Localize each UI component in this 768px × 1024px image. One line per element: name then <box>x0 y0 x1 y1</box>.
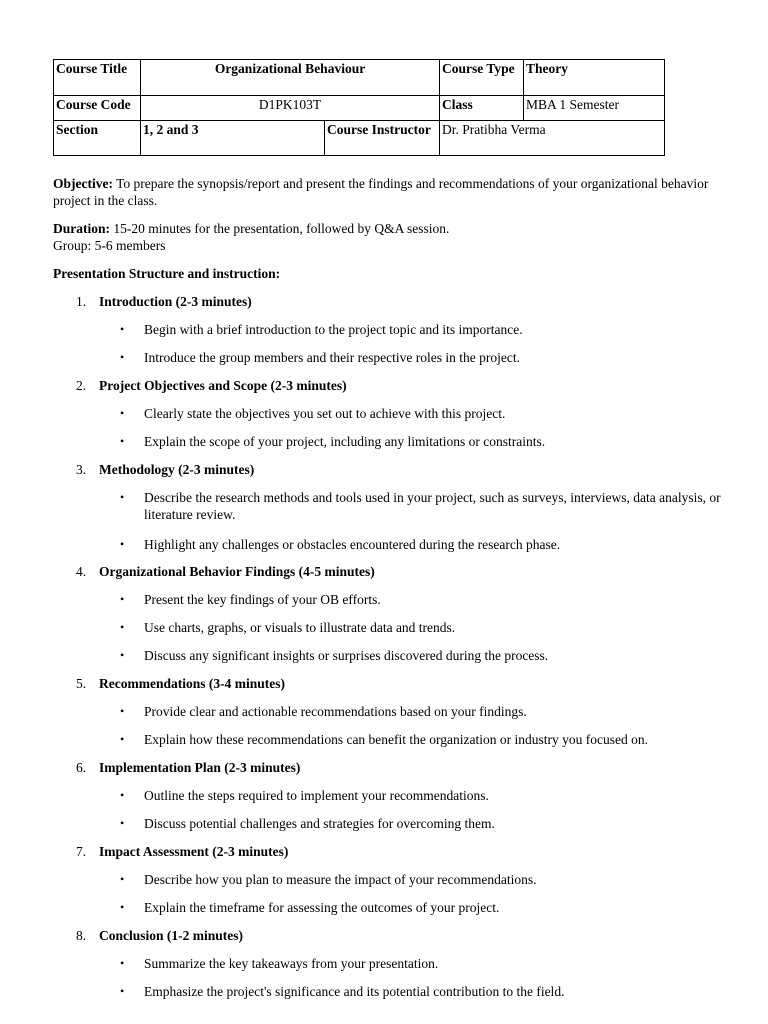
course-type-value: Theory <box>524 60 665 96</box>
bullet-item <box>120 321 745 338</box>
duration-text: 15-20 minutes for the presentation, followed by Q&A session. <box>110 221 450 236</box>
section-heading <box>76 293 736 310</box>
bullet-icon: • <box>120 620 125 634</box>
duration-label: Duration: <box>53 221 110 236</box>
course-title-value: Organizational Behaviour <box>141 60 440 96</box>
bullet-icon: • <box>120 900 125 914</box>
objective-text: To prepare the synopsis/report and present the findings and recommendations of your organizational behavior project in the class. <box>53 176 709 208</box>
section-heading <box>76 759 736 776</box>
section-title: Introduction (2-3 minutes) <box>99 294 252 309</box>
bullet-icon: • <box>120 406 125 420</box>
bullet-icon: • <box>120 704 125 718</box>
bullet-text: Discuss any significant insights or surprises discovered during the process. <box>144 648 549 663</box>
class-label: Class <box>440 96 524 121</box>
bullet-item <box>120 591 745 608</box>
section-heading <box>76 563 736 580</box>
bullet-icon: • <box>120 956 125 970</box>
bullet-item <box>120 489 745 523</box>
bullet-icon: • <box>120 592 125 606</box>
section-heading <box>76 843 736 860</box>
section-heading <box>76 927 736 944</box>
section-title: Project Objectives and Scope (2-3 minutes) <box>99 378 347 393</box>
objective-paragraph <box>53 175 743 209</box>
section-title: Recommendations (3-4 minutes) <box>99 676 285 691</box>
bullet-text: Clearly state the objectives you set out to achieve with this project. <box>144 406 506 421</box>
bullet-text: Emphasize the project's significance and its potential contribution to the field. <box>144 984 565 999</box>
bullet-item <box>120 899 745 916</box>
bullet-item <box>120 703 745 720</box>
bullet-icon: • <box>120 537 125 551</box>
group-size: Group: 5-6 members <box>53 238 166 253</box>
bullet-text: Explain how these recommendations can benefit the organization or industry you focused on. <box>144 732 648 747</box>
bullet-icon: • <box>120 648 125 662</box>
bullet-text: Introduce the group members and their respective roles in the project. <box>144 350 520 365</box>
bullet-item <box>120 731 745 748</box>
bullet-text: Provide clear and actionable recommendations based on your findings. <box>144 704 527 719</box>
section-title: Methodology (2-3 minutes) <box>99 462 255 477</box>
section-number: 7. <box>76 844 87 859</box>
bullet-text: Highlight any challenges or obstacles encountered during the research phase. <box>144 537 561 552</box>
course-type-label: Course Type <box>440 60 524 96</box>
bullet-text: Describe the research methods and tools used in your project, such as surveys, interviews, data analysis, or literature review. <box>144 490 721 522</box>
bullet-text: Describe how you plan to measure the impact of your recommendations. <box>144 872 537 887</box>
bullet-icon: • <box>120 732 125 746</box>
bullet-item <box>120 815 745 832</box>
bullet-icon: • <box>120 350 125 364</box>
section-number: 2. <box>76 378 87 393</box>
bullet-icon: • <box>120 434 125 448</box>
bullet-text: Discuss potential challenges and strategies for overcoming them. <box>144 816 495 831</box>
course-code-value: D1PK103T <box>141 96 440 121</box>
section-title: Organizational Behavior Findings (4-5 minutes) <box>99 564 375 579</box>
course-info-table <box>53 59 665 156</box>
bullet-text: Explain the scope of your project, including any limitations or constraints. <box>144 434 546 449</box>
section-heading <box>76 461 736 478</box>
class-value: MBA 1 Semester <box>524 96 665 121</box>
bullet-item <box>120 433 745 450</box>
bullet-icon: • <box>120 490 125 504</box>
section-heading <box>76 675 736 692</box>
course-title-label: Course Title <box>54 60 141 96</box>
bullet-item <box>120 536 745 553</box>
instructor-value: Dr. Pratibha Verma <box>440 121 665 156</box>
bullet-text: Use charts, graphs, or visuals to illustrate data and trends. <box>144 620 456 635</box>
bullet-item <box>120 405 745 422</box>
section-number: 1. <box>76 294 87 309</box>
section-number: 5. <box>76 676 87 691</box>
bullet-item <box>120 349 745 366</box>
bullet-icon: • <box>120 872 125 886</box>
bullet-item <box>120 619 745 636</box>
section-number: 6. <box>76 760 87 775</box>
bullet-icon: • <box>120 788 125 802</box>
section-number: 8. <box>76 928 87 943</box>
section-label: Section <box>54 121 141 156</box>
bullet-item <box>120 955 745 972</box>
section-title: Conclusion (1-2 minutes) <box>99 928 244 943</box>
section-title: Implementation Plan (2-3 minutes) <box>99 760 301 775</box>
bullet-icon: • <box>120 322 125 336</box>
section-number: 4. <box>76 564 87 579</box>
bullet-text: Explain the timeframe for assessing the outcomes of your project. <box>144 900 500 915</box>
bullet-item <box>120 871 745 888</box>
section-title: Impact Assessment (2-3 minutes) <box>99 844 289 859</box>
bullet-icon: • <box>120 984 125 998</box>
duration-paragraph <box>53 220 743 254</box>
bullet-text: Present the key findings of your OB efforts. <box>144 592 381 607</box>
bullet-text: Outline the steps required to implement your recommendations. <box>144 788 489 803</box>
section-number: 3. <box>76 462 87 477</box>
bullet-item <box>120 647 745 664</box>
bullet-text: Begin with a brief introduction to the project topic and its importance. <box>144 322 523 337</box>
course-code-label: Course Code <box>54 96 141 121</box>
objective-label: Objective: <box>53 176 113 191</box>
instructor-label: Course Instructor <box>325 121 440 156</box>
bullet-text: Summarize the key takeaways from your presentation. <box>144 956 439 971</box>
section-heading <box>76 377 736 394</box>
structure-heading: Presentation Structure and instruction: <box>53 266 281 281</box>
bullet-item <box>120 983 745 1000</box>
bullet-icon: • <box>120 816 125 830</box>
section-value: 1, 2 and 3 <box>141 121 325 156</box>
bullet-item <box>120 787 745 804</box>
